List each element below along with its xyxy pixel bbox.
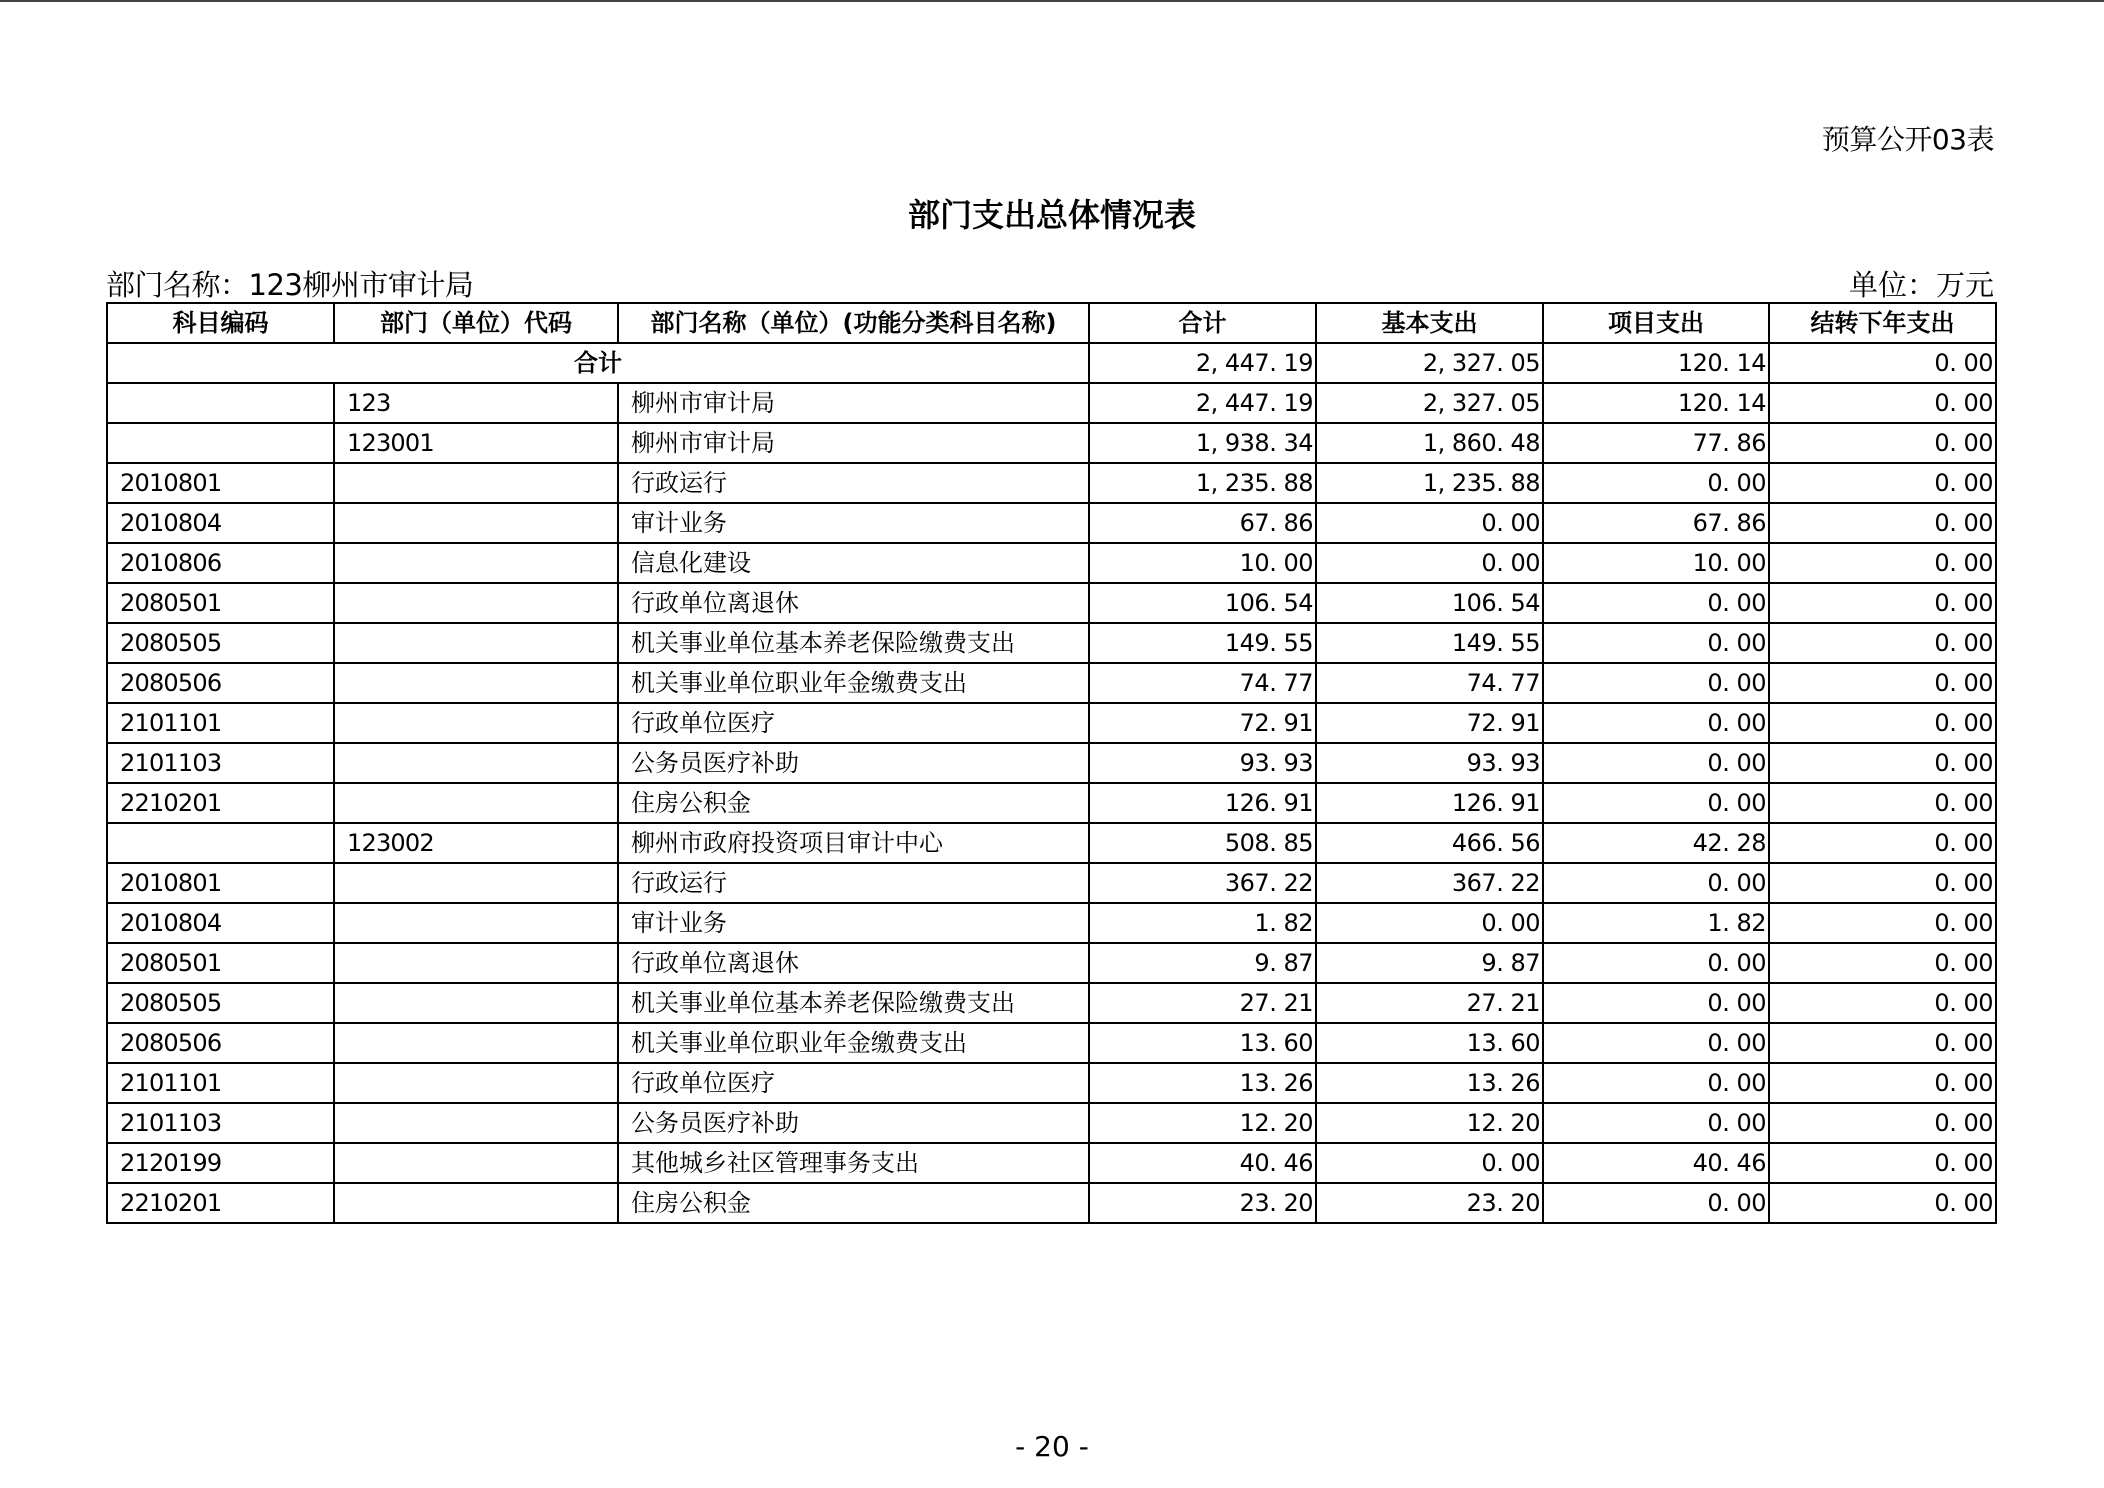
item-name-cell: 行政单位离退休 <box>618 583 1089 623</box>
project-expenditure-cell: 0. 00 <box>1543 863 1769 903</box>
basic-expenditure-cell: 149. 55 <box>1316 623 1543 663</box>
total-carryover: 0. 00 <box>1769 343 1996 383</box>
basic-expenditure-cell: 1, 235. 88 <box>1316 463 1543 503</box>
carryover-cell: 0. 00 <box>1769 583 1996 623</box>
subject-code-cell: 2101103 <box>107 1103 334 1143</box>
item-name-cell: 行政运行 <box>618 863 1089 903</box>
item-name-cell: 公务员医疗补助 <box>618 743 1089 783</box>
unit-code-cell <box>334 1103 618 1143</box>
total-cell: 1, 235. 88 <box>1089 463 1316 503</box>
unit-code-cell <box>334 583 618 623</box>
project-expenditure-cell: 120. 14 <box>1543 383 1769 423</box>
unit-code-cell <box>334 463 618 503</box>
project-expenditure-cell: 0. 00 <box>1543 983 1769 1023</box>
basic-expenditure-cell: 2, 327. 05 <box>1316 383 1543 423</box>
unit-label: 单位：万元 <box>1848 268 1994 302</box>
subject-code-cell: 2101101 <box>107 703 334 743</box>
basic-expenditure-cell: 72. 91 <box>1316 703 1543 743</box>
total-cell: 2, 447. 19 <box>1089 383 1316 423</box>
table-row <box>107 703 1996 743</box>
column-header: 基本支出 <box>1316 303 1543 343</box>
unit-code-cell <box>334 663 618 703</box>
carryover-cell: 0. 00 <box>1769 823 1996 863</box>
table-row <box>107 1103 1996 1143</box>
carryover-cell: 0. 00 <box>1769 423 1996 463</box>
table-row <box>107 463 1996 503</box>
total-label: 合计 <box>107 343 1089 383</box>
column-header: 结转下年支出 <box>1769 303 1996 343</box>
table-row <box>107 783 1996 823</box>
subject-code-cell: 2080501 <box>107 583 334 623</box>
item-name-cell: 住房公积金 <box>618 1183 1089 1223</box>
unit-code-cell <box>334 1143 618 1183</box>
table-row <box>107 863 1996 903</box>
unit-code-cell <box>334 623 618 663</box>
subject-code-cell: 2080506 <box>107 663 334 703</box>
project-expenditure-cell: 0. 00 <box>1543 1183 1769 1223</box>
total-cell: 13. 26 <box>1089 1063 1316 1103</box>
project-expenditure-cell: 0. 00 <box>1543 623 1769 663</box>
subject-code-cell: 2120199 <box>107 1143 334 1183</box>
expenditure-table <box>106 302 1997 1224</box>
subject-code-cell: 2010804 <box>107 503 334 543</box>
unit-code-cell <box>334 1063 618 1103</box>
basic-expenditure-cell: 12. 20 <box>1316 1103 1543 1143</box>
carryover-cell: 0. 00 <box>1769 1103 1996 1143</box>
total-cell: 93. 93 <box>1089 743 1316 783</box>
project-expenditure-cell: 0. 00 <box>1543 583 1769 623</box>
total-cell: 13. 60 <box>1089 1023 1316 1063</box>
basic-expenditure-cell: 93. 93 <box>1316 743 1543 783</box>
carryover-cell: 0. 00 <box>1769 503 1996 543</box>
table-row <box>107 423 1996 463</box>
total-cell: 72. 91 <box>1089 703 1316 743</box>
item-name-cell: 机关事业单位职业年金缴费支出 <box>618 663 1089 703</box>
table-row <box>107 1023 1996 1063</box>
subject-code-cell: 2080505 <box>107 623 334 663</box>
project-expenditure-cell: 0. 00 <box>1543 783 1769 823</box>
project-expenditure-cell: 0. 00 <box>1543 1023 1769 1063</box>
table-row <box>107 983 1996 1023</box>
total-cell: 9. 87 <box>1089 943 1316 983</box>
unit-code-cell <box>334 503 618 543</box>
carryover-cell: 0. 00 <box>1769 543 1996 583</box>
table-row <box>107 903 1996 943</box>
unit-code-cell: 123002 <box>334 823 618 863</box>
table-row <box>107 623 1996 663</box>
project-expenditure-cell: 0. 00 <box>1543 943 1769 983</box>
carryover-cell: 0. 00 <box>1769 663 1996 703</box>
total-cell: 27. 21 <box>1089 983 1316 1023</box>
item-name-cell: 行政运行 <box>618 463 1089 503</box>
project-expenditure-cell: 40. 46 <box>1543 1143 1769 1183</box>
unit-code-cell <box>334 1023 618 1063</box>
unit-code-cell <box>334 783 618 823</box>
project-expenditure-cell: 0. 00 <box>1543 1063 1769 1103</box>
basic-expenditure-cell: 106. 54 <box>1316 583 1543 623</box>
item-name-cell: 行政单位医疗 <box>618 1063 1089 1103</box>
item-name-cell: 行政单位医疗 <box>618 703 1089 743</box>
item-name-cell: 其他城乡社区管理事务支出 <box>618 1143 1089 1183</box>
table-row <box>107 543 1996 583</box>
item-name-cell: 信息化建设 <box>618 543 1089 583</box>
total-cell: 67. 86 <box>1089 503 1316 543</box>
carryover-cell: 0. 00 <box>1769 703 1996 743</box>
unit-code-cell <box>334 863 618 903</box>
basic-expenditure-cell: 13. 26 <box>1316 1063 1543 1103</box>
project-expenditure-cell: 10. 00 <box>1543 543 1769 583</box>
table-row <box>107 1063 1996 1103</box>
item-name-cell: 机关事业单位基本养老保险缴费支出 <box>618 623 1089 663</box>
subject-code-cell: 2080505 <box>107 983 334 1023</box>
subject-code-cell <box>107 823 334 863</box>
subject-code-cell: 2010806 <box>107 543 334 583</box>
basic-expenditure-cell: 367. 22 <box>1316 863 1543 903</box>
table-row <box>107 1143 1996 1183</box>
basic-expenditure-cell: 9. 87 <box>1316 943 1543 983</box>
basic-expenditure-cell: 0. 00 <box>1316 1143 1543 1183</box>
carryover-cell: 0. 00 <box>1769 743 1996 783</box>
subject-code-cell <box>107 383 334 423</box>
item-name-cell: 审计业务 <box>618 903 1089 943</box>
form-code: 预算公开03表 <box>1821 123 1994 156</box>
item-name-cell: 审计业务 <box>618 503 1089 543</box>
page-title: 部门支出总体情况表 <box>907 196 1196 234</box>
project-expenditure-cell: 0. 00 <box>1543 1103 1769 1143</box>
column-header: 项目支出 <box>1543 303 1769 343</box>
unit-code-cell: 123 <box>334 383 618 423</box>
subject-code-cell: 2080501 <box>107 943 334 983</box>
total-cell: 1. 82 <box>1089 903 1316 943</box>
item-name-cell: 公务员医疗补助 <box>618 1103 1089 1143</box>
total-cell: 106. 54 <box>1089 583 1316 623</box>
table-row <box>107 943 1996 983</box>
table-row <box>107 583 1996 623</box>
table-header-row <box>107 303 1996 343</box>
project-expenditure-cell: 42. 28 <box>1543 823 1769 863</box>
subject-code-cell: 2010801 <box>107 863 334 903</box>
carryover-cell: 0. 00 <box>1769 1023 1996 1063</box>
total-cell: 10. 00 <box>1089 543 1316 583</box>
basic-expenditure-cell: 1, 860. 48 <box>1316 423 1543 463</box>
project-expenditure-cell: 0. 00 <box>1543 463 1769 503</box>
total-cell: 1, 938. 34 <box>1089 423 1316 463</box>
subject-code-cell <box>107 423 334 463</box>
basic-expenditure-cell: 23. 20 <box>1316 1183 1543 1223</box>
item-name-cell: 柳州市审计局 <box>618 423 1089 463</box>
project-expenditure-cell: 0. 00 <box>1543 743 1769 783</box>
carryover-cell: 0. 00 <box>1769 1143 1996 1183</box>
project-expenditure-cell: 1. 82 <box>1543 903 1769 943</box>
total-cell: 149. 55 <box>1089 623 1316 663</box>
item-name-cell: 行政单位离退休 <box>618 943 1089 983</box>
carryover-cell: 0. 00 <box>1769 383 1996 423</box>
carryover-cell: 0. 00 <box>1769 903 1996 943</box>
project-expenditure-cell: 0. 00 <box>1543 663 1769 703</box>
project-expenditure-cell: 67. 86 <box>1543 503 1769 543</box>
total-cell: 40. 46 <box>1089 1143 1316 1183</box>
item-name-cell: 柳州市政府投资项目审计中心 <box>618 823 1089 863</box>
carryover-cell: 0. 00 <box>1769 623 1996 663</box>
total-row <box>107 343 1996 383</box>
subject-code-cell: 2080506 <box>107 1023 334 1063</box>
unit-code-cell <box>334 943 618 983</box>
column-header: 合计 <box>1089 303 1316 343</box>
item-name-cell: 机关事业单位职业年金缴费支出 <box>618 1023 1089 1063</box>
table-row <box>107 823 1996 863</box>
subject-code-cell: 2010801 <box>107 463 334 503</box>
subject-code-cell: 2210201 <box>107 783 334 823</box>
basic-expenditure-cell: 27. 21 <box>1316 983 1543 1023</box>
subject-code-cell: 2010804 <box>107 903 334 943</box>
basic-expenditure-cell: 0. 00 <box>1316 503 1543 543</box>
total-cell: 126. 91 <box>1089 783 1316 823</box>
table-row <box>107 503 1996 543</box>
total-cell: 23. 20 <box>1089 1183 1316 1223</box>
basic-expenditure-cell: 466. 56 <box>1316 823 1543 863</box>
page-number: - 20 - <box>1015 1430 1089 1463</box>
total-cell: 508. 85 <box>1089 823 1316 863</box>
page-top-border <box>0 0 2104 2</box>
basic-expenditure-cell: 0. 00 <box>1316 903 1543 943</box>
column-header: 部门名称（单位）(功能分类科目名称) <box>618 303 1089 343</box>
department-name: 部门名称：123柳州市审计局 <box>106 268 474 302</box>
carryover-cell: 0. 00 <box>1769 943 1996 983</box>
basic-expenditure-cell: 0. 00 <box>1316 543 1543 583</box>
carryover-cell: 0. 00 <box>1769 463 1996 503</box>
carryover-cell: 0. 00 <box>1769 983 1996 1023</box>
item-name-cell: 机关事业单位基本养老保险缴费支出 <box>618 983 1089 1023</box>
subject-code-cell: 2210201 <box>107 1183 334 1223</box>
basic-expenditure-cell: 74. 77 <box>1316 663 1543 703</box>
total-cell: 367. 22 <box>1089 863 1316 903</box>
project-expenditure-cell: 77. 86 <box>1543 423 1769 463</box>
subject-code-cell: 2101101 <box>107 1063 334 1103</box>
carryover-cell: 0. 00 <box>1769 863 1996 903</box>
unit-code-cell <box>334 983 618 1023</box>
total-basic: 2, 327. 05 <box>1316 343 1543 383</box>
basic-expenditure-cell: 13. 60 <box>1316 1023 1543 1063</box>
carryover-cell: 0. 00 <box>1769 1063 1996 1103</box>
unit-code-cell <box>334 1183 618 1223</box>
column-header: 部门（单位）代码 <box>334 303 618 343</box>
total-cell: 12. 20 <box>1089 1103 1316 1143</box>
table-row <box>107 663 1996 703</box>
column-header: 科目编码 <box>107 303 334 343</box>
unit-code-cell <box>334 903 618 943</box>
unit-code-cell <box>334 743 618 783</box>
item-name-cell: 柳州市审计局 <box>618 383 1089 423</box>
unit-code-cell <box>334 703 618 743</box>
table-row <box>107 743 1996 783</box>
total-project: 120. 14 <box>1543 343 1769 383</box>
subject-code-cell: 2101103 <box>107 743 334 783</box>
table-row <box>107 383 1996 423</box>
carryover-cell: 0. 00 <box>1769 1183 1996 1223</box>
total-cell: 74. 77 <box>1089 663 1316 703</box>
table-row <box>107 1183 1996 1223</box>
carryover-cell: 0. 00 <box>1769 783 1996 823</box>
total-amount: 2, 447. 19 <box>1089 343 1316 383</box>
project-expenditure-cell: 0. 00 <box>1543 703 1769 743</box>
unit-code-cell: 123001 <box>334 423 618 463</box>
item-name-cell: 住房公积金 <box>618 783 1089 823</box>
unit-code-cell <box>334 543 618 583</box>
basic-expenditure-cell: 126. 91 <box>1316 783 1543 823</box>
